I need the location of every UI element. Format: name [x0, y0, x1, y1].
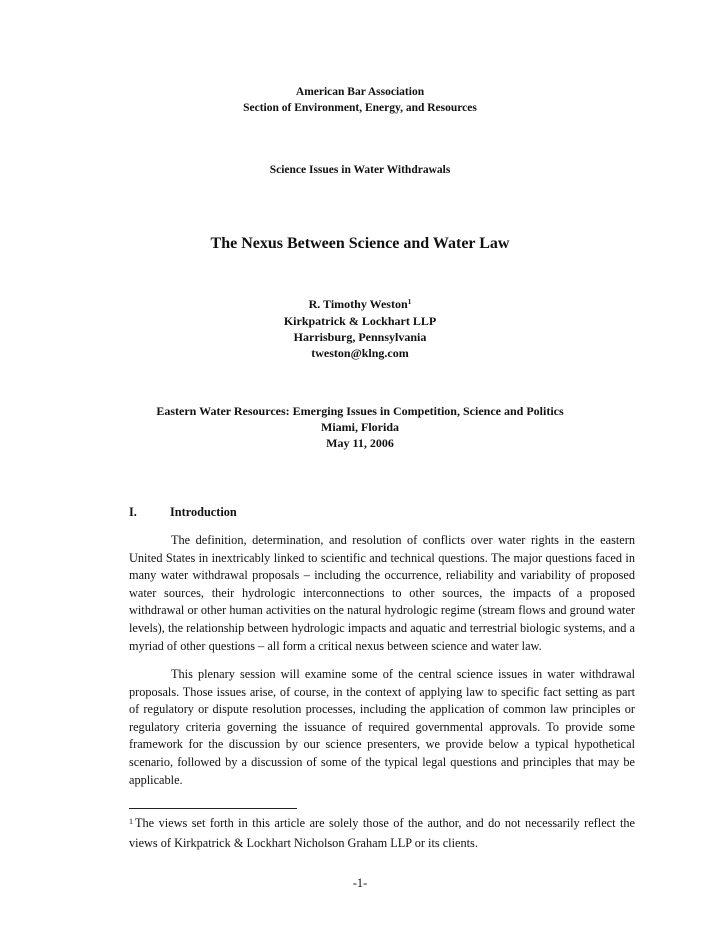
- author-footnote-marker: 1: [407, 297, 412, 306]
- author-email: tweston@klng.com: [311, 346, 409, 360]
- conference-place: Miami, Florida: [321, 420, 399, 434]
- footnote: [129, 813, 635, 853]
- body-paragraph-2: This plenary session will examine some of the central science issues in water withdrawal proposals. Those issues arise, of course, in the context of applying law to specific fact setting as part of regulatory or dispute resolution processes, including the application of common law principles or regulatory criteria governing the issuance of required governmental approvals. To provide some framework for the discussion by our science presenters, we provide below a typical hypothetical scenario, followed by a discussion of some of the typical legal questions and principles that may be applicable.: [129, 667, 635, 787]
- author-location: Harrisburg, Pennsylvania: [293, 330, 427, 344]
- section-title: Introduction: [170, 505, 237, 519]
- conference-name: Eastern Water Resources: Emerging Issues in Competition, Science and Politics: [156, 404, 564, 418]
- page-number: -1-: [352, 876, 368, 890]
- header-section: Section of Environment, Energy, and Resources: [243, 102, 477, 114]
- document-title: The Nexus Between Science and Water Law: [210, 235, 510, 252]
- conference-date: May 11, 2006: [326, 436, 394, 450]
- header-org: American Bar Association: [295, 86, 425, 98]
- footnote-divider: [129, 808, 297, 809]
- section-number: I.: [129, 505, 137, 519]
- section-heading: [129, 505, 237, 520]
- author-firm: Kirkpatrick & Lockhart LLP: [283, 314, 437, 328]
- author-name-line: [0, 295, 720, 313]
- body-paragraph-1: The definition, determination, and resolution of conflicts over water rights in the eastern United States in inextricably linked to scientific and technical questions. The major questions faced in many water withdrawal proposals – including the occurrence, reliability and variability of proposed water sources, their hydrologic interconnections to other sources, the impacts of a proposed withdrawal or other human activities on the natural hydrologic regime (stream flows and ground water levels), the relationship between hydrologic impacts and aquatic and terrestrial biologic systems, and a myriad of other questions – all form a critical nexus between science and water law.: [129, 533, 635, 653]
- footnote-text: The views set forth in this article are solely those of the author, and do not necessarily reflect the views of Kirkpatrick & Lockhart Nicholson Graham LLP or its clients.: [129, 816, 635, 850]
- header-topic: Science Issues in Water Withdrawals: [269, 164, 451, 176]
- author-name: R. Timothy Weston: [308, 297, 408, 311]
- footnote-marker: 1: [129, 817, 133, 826]
